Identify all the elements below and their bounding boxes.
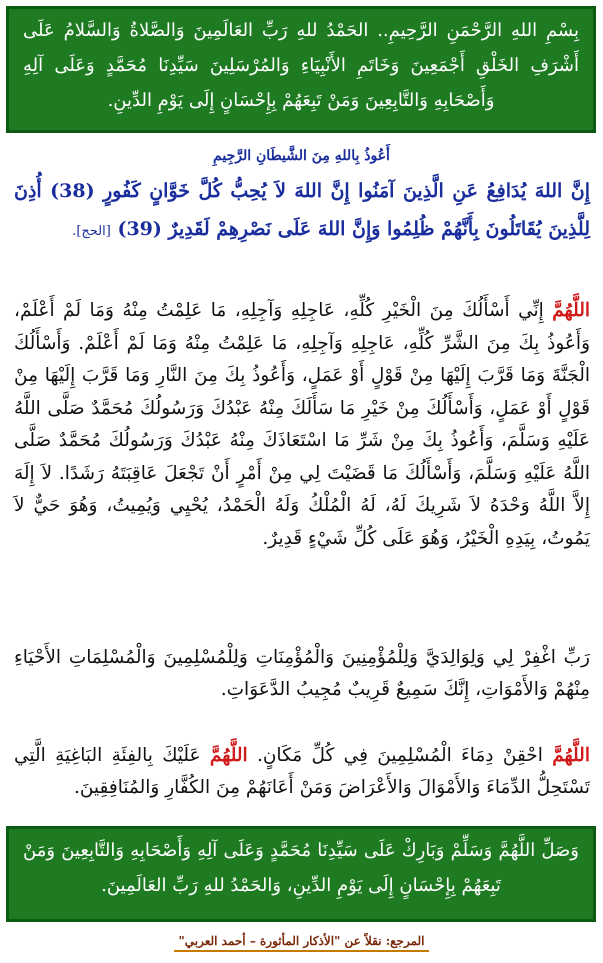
closing-text: وَصَلِّ اللَّهُمَّ وَسَلِّمْ وَبَارِكْ عَلَى سَيِّدِنَا مُحَمَّدٍ وَعَلَى آلِهِ وَأَصْحَابِهِ وَالتَّابِعِينَ وَمَنْ تَبِعَهُمْ بِإِحْسَانٍ إِلَى يَوْمِ الدِّينِ، وَالحَمْدُ للهِ رَبِّ العَالَمِينَ. <box>23 840 579 896</box>
source-reference <box>0 930 603 952</box>
dua-text: إِنِّي أَسْأَلُكَ مِنَ الْخَيْرِ كُلِّهِ، عَاجِلِهِ وَآجِلِهِ، مَا عَلِمْتُ مِنْهُ وَمَا لَمْ أَعْلَمْ، وَأَعُوذُ بِكَ مِنَ الشَّرِّ كُلِّهِ، عَاجِلِهِ وَآجِلِهِ، مَا عَلِمْتُ مِنْهُ وَمَا لَمْ أَعْلَمْ. وَأَسْأَلُكَ الْجَنَّةَ وَمَا قَرَّبَ إِلَيْهَا مِنْ قَوْلٍ أَوْ عَمَلٍ، وَأَعُوذُ بِكَ مِنَ النَّارِ وَمَا قَرَّبَ إِلَيْهَا مِنْ قَوْلٍ أَوْ عَمَلٍ، وَأَسْأَلُكَ مِنْ خَيْرِ مَا سَأَلَكَ مِنْهُ عَبْدُكَ وَرَسُولُكَ مُحَمَّدٌ صَلَّى اللَّهُ عَلَيْهِ وَسَلَّمَ، وَأَعُوذُ بِكَ مِنْ شَرِّ مَا اسْتَعَاذَكَ مِنْهُ عَبْدُكَ وَرَسُولُكَ مُحَمَّدٌ صَلَّى اللَّهُ عَلَيْهِ وَسَلَّمَ، وَأَسْأَلُكَ مَا قَضَيْتَ لِي مِنْ أَمْرٍ أَنْ تَجْعَلَ عَاقِبَتَهُ رَشَدًا. لاَ إِلَهَ إِلاَّ اللَّهُ وَحْدَهُ لاَ شَرِيكَ لَهُ، لَهُ الْمُلْكُ وَلَهُ الْحَمْدُ، يُحْيِي وَيُمِيتُ، وَهُوَ حَيٌّ لاَ يَمُوتُ، بِيَدِهِ الْخَيْرُ، وَهُوَ عَلَى كُلِّ شَيْءٍ قَدِيرٌ. <box>14 300 590 549</box>
opening-basmala-box <box>6 6 596 133</box>
source-reference-text: المرجع: نقلاً عن "الأذكار المأثورة – أحمد العربي" <box>174 934 428 952</box>
dua-paragraph-3 <box>14 740 590 804</box>
dua-text: احْقِنْ دِمَاءَ الْمُسْلِمِينَ فِي كُلِّ مَكَانٍ. <box>256 745 543 766</box>
allahumma-word: اللَّهُمَّ <box>552 300 590 321</box>
surah-reference: [الحج]. <box>72 224 111 239</box>
opening-text: بِسْمِ اللهِ الرَّحْمَنِ الرَّحِيمِ.. الحَمْدُ للهِ رَبِّ العَالَمِينَ وَالصَّلاةُ وَالسَّلامُ عَلَى أَشْرَفِ الخَلْقِ أَجْمَعِينَ وَخَاتَمِ الأَنْبِيَاءِ وَالمُرْسَلِينَ سَيِّدِنَا مُحَمَّدٍ وَعَلَى آلِهِ وَأَصْحَابِهِ وَالتَّابِعِينَ وَمَنْ تَبِعَهُمْ بِإِحْسَانٍ إِلَى يَوْمِ الدِّينِ. <box>23 20 579 111</box>
allahumma-word: اللَّهُمَّ <box>209 745 248 766</box>
closing-salawat-box <box>6 826 596 922</box>
dua-paragraph-1 <box>14 295 590 555</box>
dua-paragraph-2 <box>14 642 590 706</box>
dua-text: رَبِّ اغْفِرْ لِي وَلِوَالِدَيَّ وَلِلْمُؤْمِنِينَ وَالْمُؤْمِنَاتِ وَلِلْمُسْلِمِينَ وَالْمُسْلِمَاتِ الأَحْيَاءِ مِنْهُمْ وَالأَمْوَاتِ، إِنَّكَ سَمِيعٌ قَرِيبٌ مُجِيبُ الدَّعَوَاتِ. <box>14 647 590 700</box>
dua-text: عَلَيْكَ بِالفِئَةِ البَاغِيَةِ الَّتِي تَسْتَحِلُّ الدِّمَاءَ وَالأَمْوَالَ وَالأَعْرَاضَ وَمَنْ أَعَانَهُمْ مِنَ الكُفَّارِ وَالمُنَافِقِينَ. <box>14 745 590 798</box>
quran-verse <box>14 172 590 251</box>
taawwudh-line: أَعُوذُ بِاللهِ مِنَ الشَّيطَانِ الرَّجِيمِ <box>213 148 390 164</box>
allahumma-word: اللَّهُمَّ <box>552 745 590 766</box>
verse-text: إِنَّ اللهَ يُدَافِعُ عَنِ الَّذِينَ آمَنُوا إِنَّ اللهَ لاَ يُحِبُّ كُلَّ خَوَّانٍ كَفُورٍ (38) أُذِنَ لِلَّذِينَ يُقَاتَلُونَ بِأَنَّهُمْ ظُلِمُوا وَإِنَّ اللهَ عَلَى نَصْرِهِمْ لَقَدِيرٌ (39) <box>14 180 590 240</box>
